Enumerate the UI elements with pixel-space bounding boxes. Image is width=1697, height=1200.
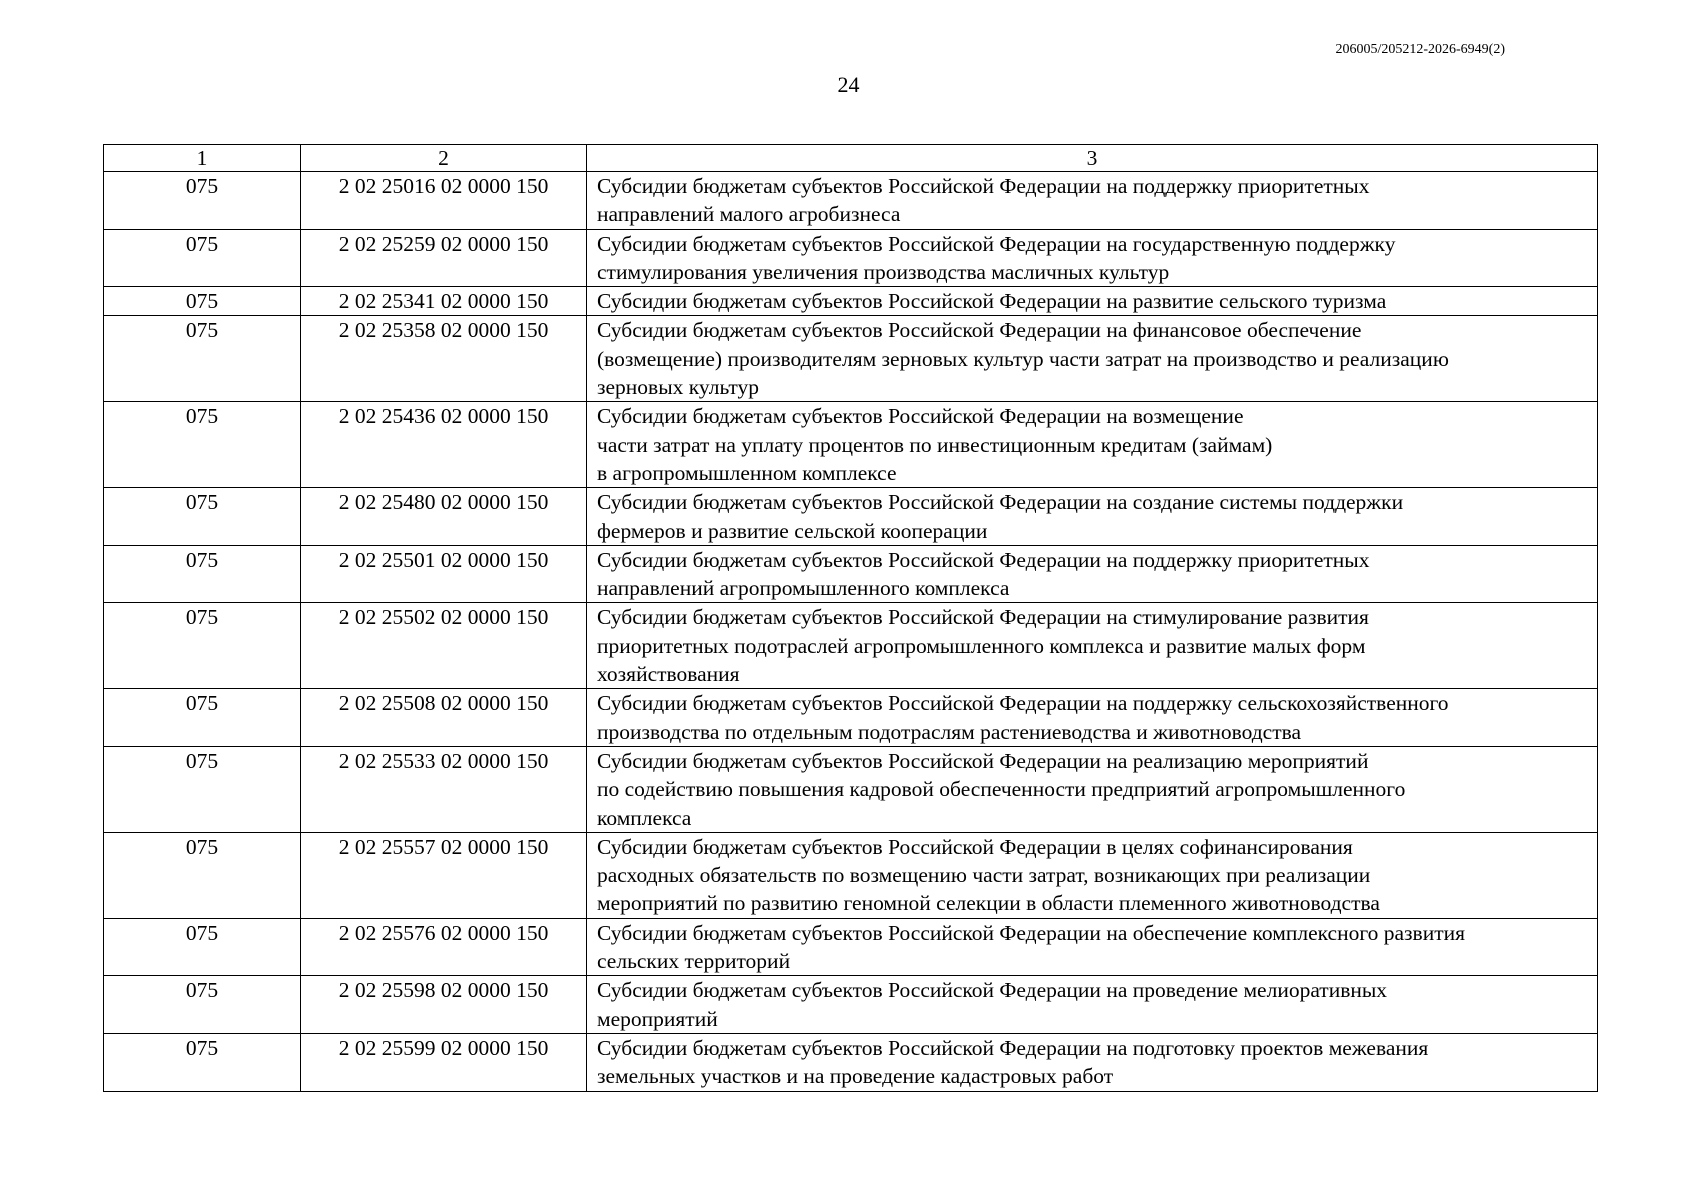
income-code-cell: 2 02 25598 02 0000 150	[301, 976, 587, 1034]
admin-code-cell: 075	[104, 316, 301, 402]
description-line: Субсидии бюджетам субъектов Российской Федерации на поддержку приоритетных	[597, 174, 1370, 198]
description-cell	[587, 1033, 1598, 1091]
description-cell	[587, 918, 1598, 976]
description-line: (возмещение) производителям зерновых культур части затрат на производство и реализацию	[597, 346, 1449, 371]
description-line: хозяйствования	[597, 662, 740, 687]
document-id: 206005/205212-2026-6949(2)	[1335, 42, 1505, 57]
description-cell	[587, 976, 1598, 1034]
description-cell	[587, 229, 1598, 287]
description-cell	[587, 172, 1598, 230]
description-line: Субсидии бюджетам субъектов Российской Федерации на проведение мелиоративных	[597, 978, 1388, 1003]
description-line: стимулирования увеличения производства масличных культур	[597, 259, 1170, 284]
table-row	[104, 172, 1598, 230]
income-code-cell: 2 02 25508 02 0000 150	[301, 689, 587, 747]
description-cell	[587, 832, 1598, 918]
description-cell	[587, 316, 1598, 402]
table-row	[104, 832, 1598, 918]
description-cell	[587, 488, 1598, 546]
admin-code-cell: 075	[104, 545, 301, 603]
description-cell	[587, 603, 1598, 689]
header-col-1: 1	[104, 145, 301, 172]
description-line: сельских территорий	[597, 949, 791, 974]
description-line: комплекса	[597, 805, 692, 830]
description-line: Субсидии бюджетам субъектов Российской Федерации на подготовку проектов межевания	[597, 1035, 1429, 1060]
table-row	[104, 316, 1598, 402]
income-code-cell: 2 02 25341 02 0000 150	[301, 287, 587, 316]
description-cell	[587, 545, 1598, 603]
description-line: направлений малого агробизнеса	[597, 202, 901, 227]
income-code-cell: 2 02 25259 02 0000 150	[301, 229, 587, 287]
admin-code-cell: 075	[104, 488, 301, 546]
description-line: в агропромышленном комплексе	[597, 460, 897, 485]
description-line: Субсидии бюджетам субъектов Российской Федерации на возмещение	[597, 404, 1244, 429]
income-code-cell: 2 02 25501 02 0000 150	[301, 545, 587, 603]
admin-code-cell: 075	[104, 603, 301, 689]
description-line: мероприятий по развитию геномной селекции в области племенного животноводства	[597, 891, 1380, 916]
description-cell	[587, 746, 1598, 832]
admin-code-cell: 075	[104, 287, 301, 316]
description-line: производства по отдельным подотраслям растениеводства и животноводства	[597, 719, 1302, 744]
description-line: части затрат на уплату процентов по инвестиционным кредитам (займам)	[597, 432, 1273, 457]
admin-code-cell: 075	[104, 832, 301, 918]
description-line: Субсидии бюджетам субъектов Российской Федерации на финансовое обеспечение	[597, 318, 1362, 343]
admin-code-cell: 075	[104, 1033, 301, 1091]
description-line: Субсидии бюджетам субъектов Российской Федерации на стимулирование развития	[597, 605, 1369, 630]
admin-code-cell: 075	[104, 976, 301, 1034]
admin-code-cell: 075	[104, 402, 301, 488]
table-row	[104, 689, 1598, 747]
income-code-cell: 2 02 25016 02 0000 150	[301, 172, 587, 230]
table-row	[104, 603, 1598, 689]
table-header-row	[104, 145, 1598, 172]
income-code-cell: 2 02 25599 02 0000 150	[301, 1033, 587, 1091]
table-header	[104, 145, 1598, 172]
description-line: земельных участков и на проведение кадастровых работ	[597, 1064, 1114, 1089]
table-row	[104, 229, 1598, 287]
description-line: расходных обязательств по возмещению части затрат, возникающих при реализации	[597, 863, 1371, 888]
description-line: Субсидии бюджетам субъектов Российской Федерации на реализацию мероприятий	[597, 748, 1369, 773]
description-line: Субсидии бюджетам субъектов Российской Федерации на создание системы поддержки	[597, 490, 1404, 515]
budget-classification-table	[103, 144, 1598, 1092]
description-line: зерновых культур	[597, 375, 760, 400]
income-code-cell: 2 02 25502 02 0000 150	[301, 603, 587, 689]
admin-code-cell: 075	[104, 229, 301, 287]
description-line: Субсидии бюджетам субъектов Российской Федерации на обеспечение комплексного развития	[597, 920, 1465, 945]
admin-code-cell: 075	[104, 172, 301, 230]
table-body	[104, 172, 1598, 1092]
description-line: Субсидии бюджетам субъектов Российской Федерации в целях софинансирования	[597, 834, 1353, 859]
description-line: Субсидии бюджетам субъектов Российской Федерации на поддержку сельскохозяйственного	[597, 691, 1449, 716]
income-code-cell: 2 02 25533 02 0000 150	[301, 746, 587, 832]
description-line: приоритетных подотраслей агропромышленного комплекса и развитие малых форм	[597, 633, 1366, 658]
description-line: Субсидии бюджетам субъектов Российской Федерации на поддержку приоритетных	[597, 547, 1370, 572]
admin-code-cell: 075	[104, 746, 301, 832]
income-code-cell: 2 02 25576 02 0000 150	[301, 918, 587, 976]
description-cell	[587, 402, 1598, 488]
table-row	[104, 918, 1598, 976]
header-col-2: 2	[301, 145, 587, 172]
table-row	[104, 488, 1598, 546]
income-code-cell: 2 02 25358 02 0000 150	[301, 316, 587, 402]
admin-code-cell: 075	[104, 918, 301, 976]
table-row	[104, 545, 1598, 603]
description-line: Субсидии бюджетам субъектов Российской Федерации на развитие сельского туризма	[597, 289, 1387, 314]
description-line: фермеров и развитие сельской кооперации	[597, 518, 988, 543]
header-col-3: 3	[587, 145, 1598, 172]
description-line: Субсидии бюджетам субъектов Российской Федерации на государственную поддержку	[597, 231, 1396, 256]
table-row	[104, 402, 1598, 488]
income-code-cell: 2 02 25436 02 0000 150	[301, 402, 587, 488]
admin-code-cell: 075	[104, 689, 301, 747]
table-row	[104, 746, 1598, 832]
description-cell	[587, 287, 1598, 316]
description-line: по содействию повышения кадровой обеспеченности предприятий агропромышленного	[597, 777, 1406, 802]
description-line: направлений агропромышленного комплекса	[597, 576, 1010, 601]
description-line: мероприятий	[597, 1006, 718, 1031]
table-row	[104, 287, 1598, 316]
description-cell	[587, 689, 1598, 747]
income-code-cell: 2 02 25557 02 0000 150	[301, 832, 587, 918]
table-row	[104, 976, 1598, 1034]
income-code-cell: 2 02 25480 02 0000 150	[301, 488, 587, 546]
page-number: 24	[837, 72, 860, 97]
table-row	[104, 1033, 1598, 1091]
